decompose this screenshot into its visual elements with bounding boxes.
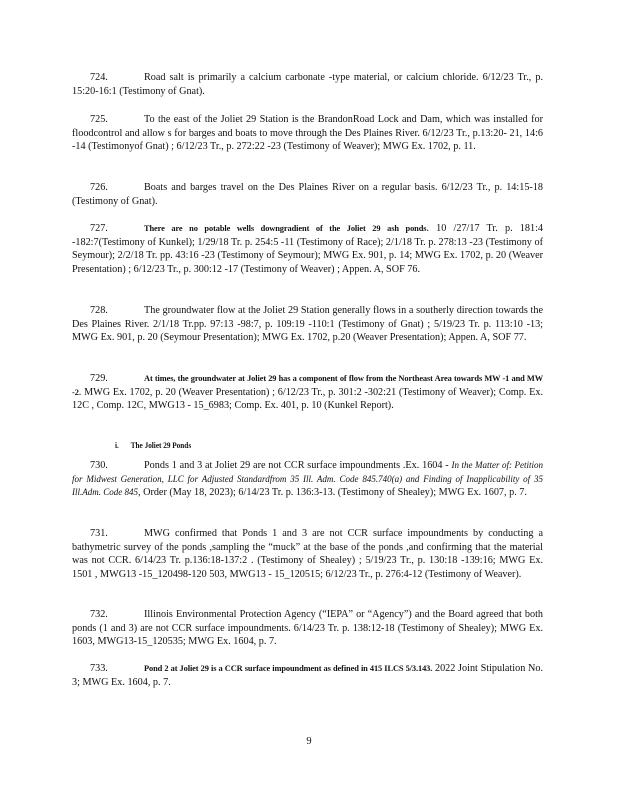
paragraph-text: 2022 Joint Stipulation No. 3; MWG Ex. 1604, p. 7. (72, 663, 543, 688)
paragraph-number: 724. (90, 72, 108, 83)
paragraph-number: 733. (90, 663, 108, 674)
paragraph-lead-bold: At times, the groundwater at Joliet 29 has a component of flow from the Northeast Area towards MW -1 and MW -2 (72, 374, 543, 397)
paragraph-text: The groundwater flow at the Joliet 29 Station generally flows in a southerly direction towards the Des Plaines River. 2/1/18 Tr.pp. 97:13 -98:7, p. 109:19 -110:1 (Testimony of Gnat) ; 5/19/23 Tr. p. 113:10 -13; MWG Ex. 901, p. 20 (Seymour Presentation); MWG Ex. 1702, p.20 (Weaver Presentation); Appen. A, SOF 77. (72, 305, 543, 343)
paragraph-725 (72, 113, 543, 154)
paragraph-text: MWG confirmed that Ponds 1 and 3 are not CCR surface impoundments by conducting a bathymetric survey of the ponds ,sampling the “muck” at the base of the ponds ,and confirming that the material was not CCR. 6/14/23 Tr. p.136:18-137:2 . (Testimony of Shealey) ; 5/19/23 Tr., p. 130:18 -139:16; MWG Ex. 1501 , MWG13 -15_120498-120 503, MWG13 - 15_120515; 6/12/23 Tr., p. 276:4-12 (Testimony of Weaver). (72, 528, 543, 580)
paragraph-730 (72, 459, 543, 500)
paragraph-text: . MWG Ex. 1702, p. 20 (Weaver Presentation) ; 6/12/23 Tr., p. 301:2 -302:21 (Testimony of Weaver); Comp. Ex. 12C , Comp. 12C, MWG13 - 15_6983; Comp. Ex. 401, p. 10 (Kunkel Report). (72, 386, 543, 411)
paragraph-lead-bold: There are no potable wells downgradient of the Joliet 29 ash ponds (144, 224, 427, 233)
paragraph-text: Road salt is primarily a calcium carbonate -type material, or calcium chloride. 6/12/23 Tr., p. 15:20-16:1 (Testimony of Gnat). (72, 72, 543, 97)
paragraph-number: 725. (90, 114, 108, 125)
paragraph-729 (72, 372, 543, 413)
paragraph-lead-bold: Pond 2 at Joliet 29 is a CCR surface impoundment as defined in 415 ILCS 5/3.143. (144, 664, 433, 673)
paragraph-number: 730. (90, 460, 108, 471)
section-subheading (115, 440, 203, 450)
paragraph-number: 729. (90, 373, 108, 384)
subheading-marker: i. (115, 440, 119, 450)
paragraph-number: 726. (90, 182, 108, 193)
paragraph-728 (72, 304, 543, 345)
paragraph-number: 728. (90, 305, 108, 316)
paragraph-724 (72, 71, 543, 98)
page-number: 9 (306, 736, 312, 747)
paragraph-731 (72, 527, 543, 581)
case-citation-italic: In the Matter of: Petition for Midwest Generation, LLC for Adjusted Standardfrom 35 Ill. Adm. Code 845.740(a) and Finding of Inapplicability of 35 Ill.Adm. Code 845 (72, 460, 544, 497)
paragraph-number: 732. (90, 609, 108, 620)
paragraph-lead: Ponds 1 and 3 at Joliet 29 are not CCR surface impoundments .Ex. 1604 - (144, 460, 449, 471)
paragraph-733 (72, 662, 543, 689)
paragraph-726 (72, 181, 543, 208)
paragraph-732 (72, 608, 543, 649)
paragraph-text: . 10 /27/17 Tr. p. 181:4 -182:7(Testimony of Kunkel); 1/29/18 Tr. p. 254:5 -11 (Testimony of Race); 2/1/18 Tr. p. 278:13 -23 (Testimony of Seymour); 2/2/18 Tr. pp. 43:16 -23 (Testimony of Seymour); MWG Ex. 901, p. 14; MWG Ex. 1702, p. 20 (Weaver Presentation) ; 6/12/23 Tr., p. 300:12 -17 (Testimony of Weaver) ; Appen. A, SOF 76. (72, 223, 543, 275)
subheading-title: The Joliet 29 Ponds (130, 440, 192, 450)
paragraph-727 (72, 222, 543, 276)
paragraph-number: 727. (90, 223, 108, 234)
paragraph-text: , Order (May 18, 2023); 6/14/23 Tr. p. 136:3-13. (Testimony of Shealey); MWG Ex. 1607, p. 7. (138, 487, 527, 498)
paragraph-number: 731. (90, 528, 108, 539)
paragraph-text: Boats and barges travel on the Des Plaines River on a regular basis. 6/12/23 Tr., p. 14:15-18 (Testimony of Gnat). (72, 182, 543, 207)
paragraph-text: Illinois Environmental Protection Agency (“IEPA” or “Agency”) and the Board agreed that both ponds (1 and 3) are not CCR surface impoundments. 6/14/23 Tr. p. 138:12-18 (Testimony of Shealey); MWG Ex. 1603, MWG13-15_120535; MWG Ex. 1604, p. 7. (72, 609, 543, 647)
paragraph-text: To the east of the Joliet 29 Station is the BrandonRoad Lock and Dam, which was installed for floodcontrol and allow s for barges and boats to move through the Des Plaines River. 6/12/23 Tr., p.13:20- 21, 14:6 -14 (Testimonyof Gnat) ; 6/12/23 Tr., p. 272:22 -23 (Testimony of Weaver); MWG Ex. 1702, p. 11. (72, 114, 543, 152)
